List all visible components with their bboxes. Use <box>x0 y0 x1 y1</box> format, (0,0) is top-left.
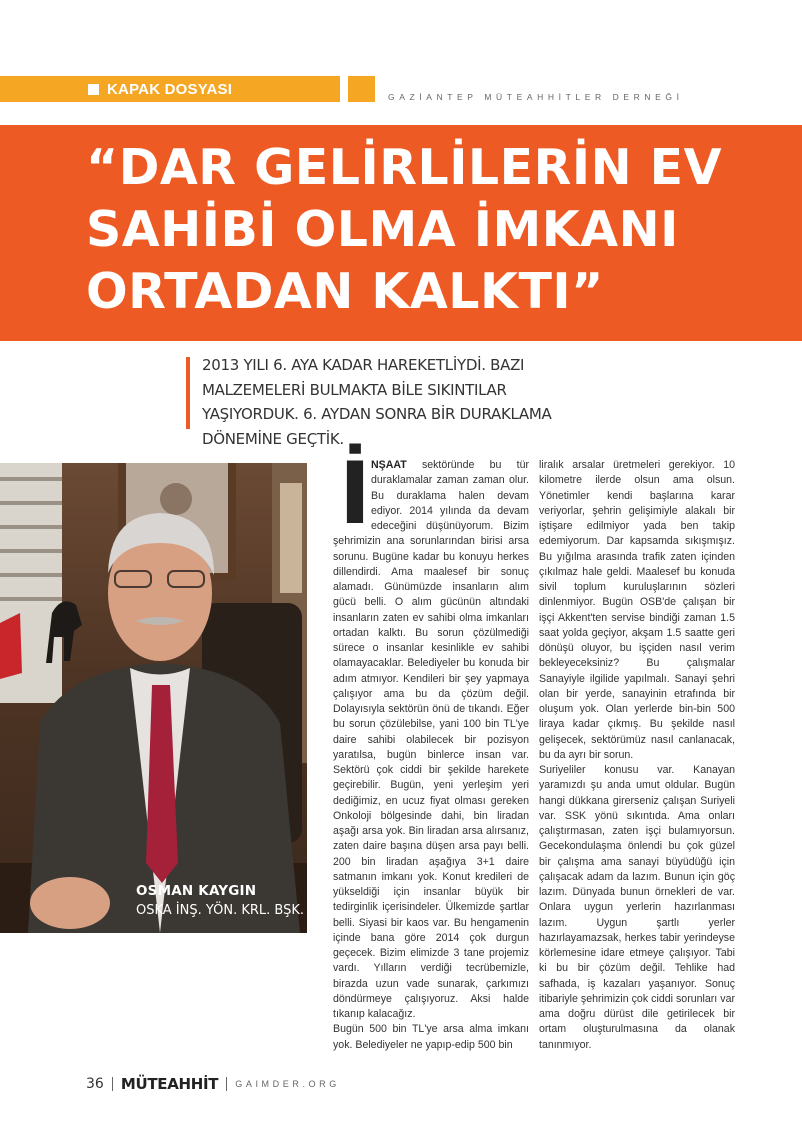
footer-divider <box>226 1077 227 1091</box>
website-link[interactable]: GAIMDER.ORG <box>235 1079 340 1089</box>
drop-cap: İ <box>339 444 371 544</box>
person-role: OSKA İNŞ. YÖN. KRL. BŞK. <box>136 903 304 918</box>
portrait-illustration <box>0 463 307 933</box>
article-paragraph: Bugün 500 bin TL'ye arsa alma imkanı yok. Belediyeler ne yapıp-edip 500 bin <box>333 1023 529 1051</box>
person-name: OSMAN KAYGIN <box>136 883 257 899</box>
article-lead-word: NŞAAT <box>371 459 407 471</box>
article-paragraph: Suriyeliler konusu var. Kanayan yaramızdı şu anda umut oldular. Bugün hangi dükkana girerseniz çalışan Suriyeli var. SSK yönü sıkıntıda. Ama onları çalıştırmasan, zaten işçi bulamıyorsun. Gecekondulaşma önlendi bu çok güzel bir çalışma ama sanayi büyüdüğü için çalışacak adam da lazım. Bunun için göç lazım. Dünyada bunun örnekleri de var. Onlara uygun yerlerin hazırlanması lazım. Uygun şartlı yerler hazırlayamazsak, herkes tabir yerindeyse körlemesine idare etmeye çalışıyor. Tabi ki bu bir çözüm değil. Tehlike had safhada, iş kazaları yaşanıyor. Sonuç itibariyle şehrimizin çok ciddi sorunları var ama doğru dürüst dile getirilecek bir ortam oluşturulmasına da olanak tanınmıyor. <box>539 764 735 1051</box>
article-title: “DAR GELİRLİLERİN EV SAHİBİ OLMA İMKANI ORTADAN KALKTI” <box>86 139 723 320</box>
section-label: KAPAK DOSYASI <box>107 80 233 98</box>
section-tag <box>88 79 232 99</box>
lead-accent-bar <box>186 357 190 429</box>
association-name: GAZİANTEP MÜTEAHHİTLER DERNEĞİ <box>388 92 684 102</box>
article-paragraph: İ NŞAAT sektöründe bu tür duraklamalar zaman zaman olur. Bu duraklama halen devam ediyor. 2014 yılında da devam edeceğini düşünüyorum. Bizim şehrimizin ana sorunlarından birisi arsa sorunu. Bugüne kadar bu konuyu herkes dillendirdi. Ama maalesef bir sonuç alamadı. Günümüzde insanların alım gücü belli. O alım gücünün altındaki insanların zaten ev sahibi olma imkanları ortadan kalktı. Bu sorun çözülmediği sürece o insanlar kesinlikle ev sahibi olamayacaklar. Belediyeler bu konuda bir adım atmıyor. Kendileri bir şey yapmaya çalışıyor ama bu da çözüm değil. Dolayısıyla sektörün önü de tıkandı. Eğer bu sorun çözülebilse, yani 100 bin TL'ye daire sahibi olabilecek bir pozisyon yaratılsa, bugün binlerce insan var. Sektörü çok ciddi bir şekilde harekete geçirebilir. Bugün, yeni yerleşim yeri dediğimiz, en ucuz fiyat olması gereken Onkoloji bölgesinde dahi, bin liradan aşağı arsa yok. Bin liradan arsa alırsanız, zaten daire başına düşen arsa payı belli. 200 bin liradan aşağıya 3+1 daire satmanın imkanı yok. Konut kredileri de yükseldiği için insanlar büyük bir tedirginlik içerisindeler. Ülkemizde şartlar belli. Siyasi bir kaos var. Bu hengamenin içinde bana göre 2014 çok durgun geçecek. Bizim elimizde 3 tane projemiz vardı. Yılların verdiği tecrübemizle, birazda uzun vade sunarak, çarkımızı döndürmeye çalışıyoruz. Aksi halde tıkanıp kalacağız. <box>333 444 529 1020</box>
portrait-photo <box>0 463 307 933</box>
header-accent-block <box>348 76 375 102</box>
article-paragraph: liralık arsalar üretmeleri gerekiyor. 10 kilometre ilerde olsun ama olsun. Yönetimler kendi başlarına karar veriyorlar, şehrin gelişimiyle alakalı bir iştişare edilmiyor yada ben takip edemiyorum. Dar kapsamda sıkışmışız. Bu yığılma arasında trafik zaten içinden çıkılmaz hale geldi. Maalesef bu konuda sivil toplum kuruluşlarının sözleri dinlenmiyor. Bugün OSB'de çalışan bir işçi Akkent'ten servise bindiği zaman 1.5 saat yolda geçiyor, akşam 1.5 saatte geri dönüşü oluyor, bu işçiden nasıl verim bekleyeceksiniz? Bu çalışmalar Sanayiyle ilgilide yapılmalı. Sanayi şehri olan bir yerde, sanayinin etrafında bir oluşum yok. Olan yerlerde bin-bin 500 liraya kadar çıkmış. Bu şekilde nasıl gelişecek, sektörümüz nasıl canlanacak, bu da ayrı bir sorun. <box>539 459 735 761</box>
photo-caption <box>136 881 304 921</box>
magazine-logo: MÜTEAHHİT <box>120 1075 219 1093</box>
article-column-2 <box>539 458 735 1053</box>
square-bullet-icon <box>88 84 99 95</box>
footer-divider <box>112 1077 113 1091</box>
page-number: 36 <box>86 1076 104 1092</box>
article-column-1 <box>333 444 529 1053</box>
page-footer <box>86 1075 340 1093</box>
article-lead: 2013 YILI 6. AYA KADAR HAREKETLİYDİ. BAZI MALZEMELERİ BULMAKTA BİLE SIKINTILAR YAŞIYORDUK. 6. AYDAN SONRA BİR DURAKLAMA DÖNEMİNE GEÇTİK. <box>202 356 552 448</box>
